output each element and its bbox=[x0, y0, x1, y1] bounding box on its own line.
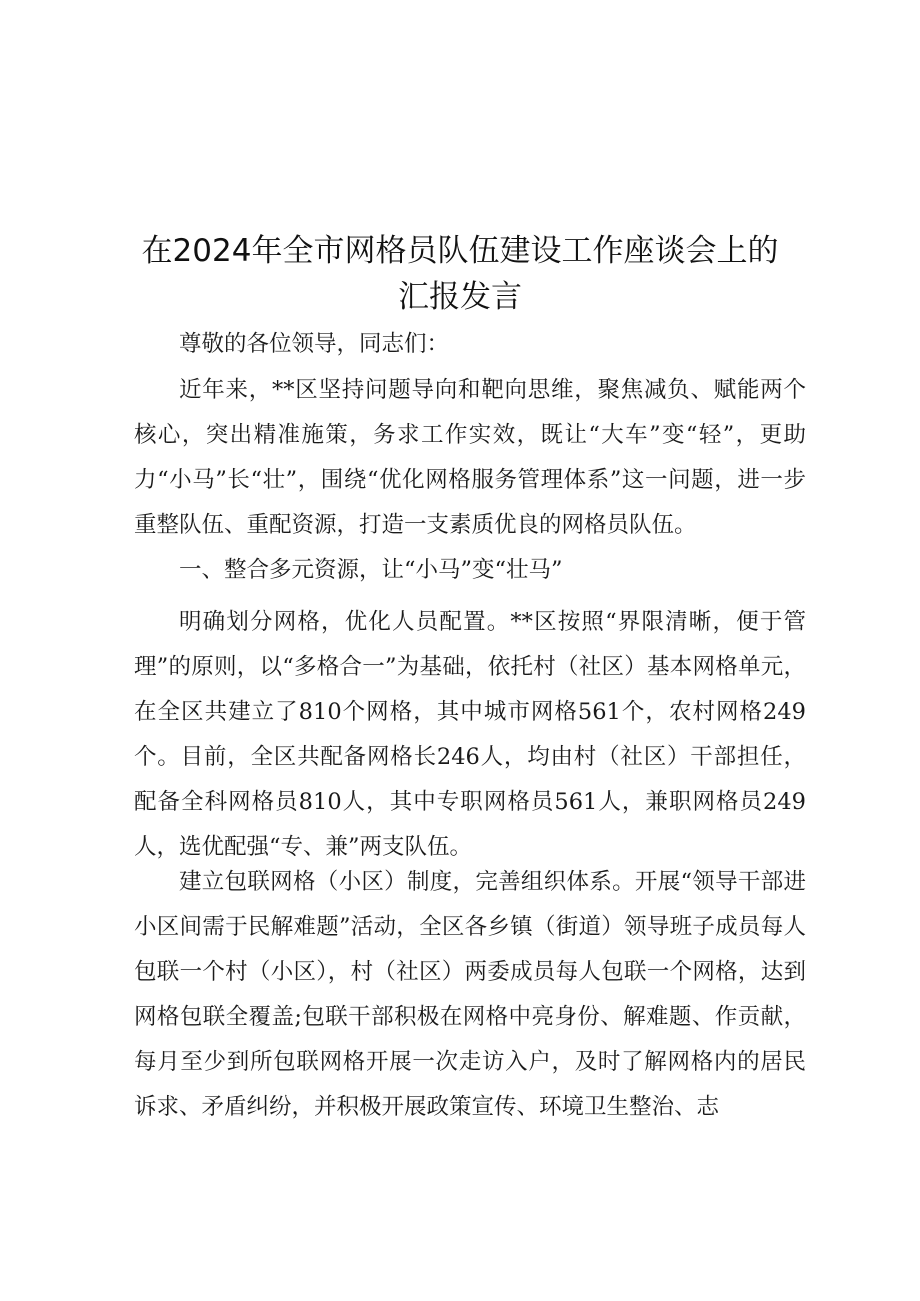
paragraph-grid-division: 明确划分网格，优化人员配置。**区按照“界限清晰，便于管理”的原则，以“多格合一”为基础，依托村（社区）基本网格单元，在全区共建立了810个网格，其中城市网格561个，农村网格249个。目前，全区共配备网格长246人，均由村（社区）干部担任，配备全科网格员810人，其中专职网格员561人，兼职网格员249人，选优配强“专、兼”两支队伍。 bbox=[134, 609, 806, 860]
document-title-line-2: 汇报发言 bbox=[398, 279, 522, 315]
document-title-line-1: 在2024年全市网格员队伍建设工作座谈会上的 bbox=[141, 233, 779, 269]
paragraph-contact-system: 建立包联网格（小区）制度，完善组织体系。开展“领导干部进小区间需于民解难题”活动，全区各乡镇（街道）领导班子成员每人包联一个村（小区），村（社区）两委成员每人包联一个网格，达到网格包联全覆盖;包联干部积极在网格中亮身份、解难题、作贡献，每月至少到所包联网格开展一次走访入户，及时了解网格内的居民诉求、矛盾纠纷，并积极开展政策宣传、环境卫生整治、志 bbox=[134, 869, 806, 1120]
section-heading-1: 一、整合多元资源，让“小马”变“壮马” bbox=[179, 557, 563, 583]
greeting: 尊敬的各位领导，同志们： bbox=[179, 331, 450, 357]
paragraph-intro: 近年来，**区坚持问题导向和靶向思维，聚焦减负、赋能两个核心，突出精准施策，务求工作实效，既让“大车”变“轻”，更助力“小马”长“壮”，围绕“优化网格服务管理体系”这一问题，进一步重整队伍、重配资源，打造一支素质优良的网格员队伍。 bbox=[134, 377, 806, 538]
